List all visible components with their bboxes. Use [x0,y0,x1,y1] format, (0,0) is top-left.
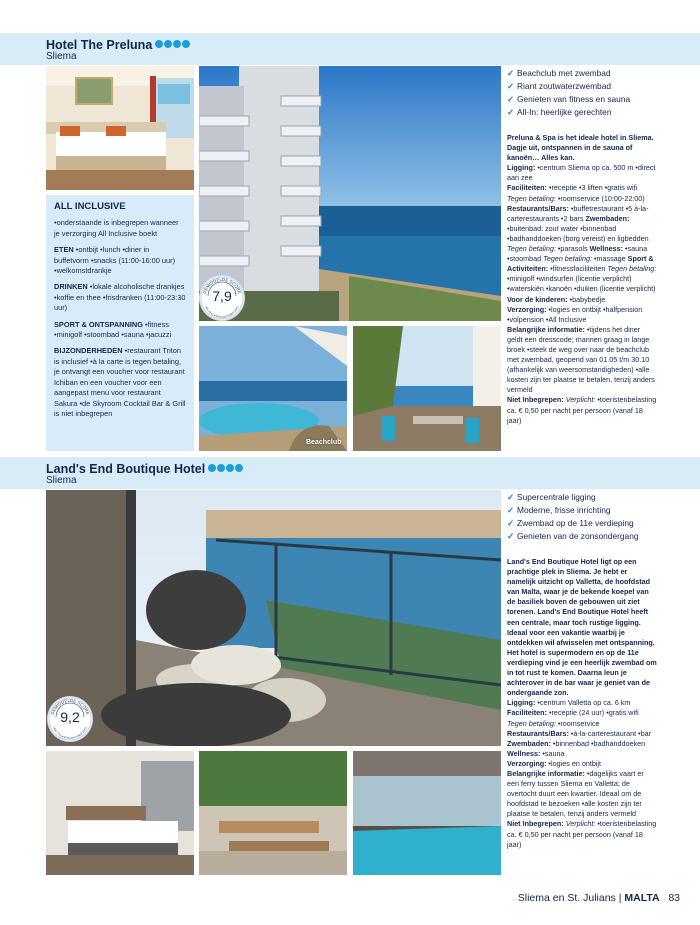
hotel2-restaurant-photo [199,751,347,875]
check-icon: ✓ [507,492,515,502]
all-inclusive-bijzonderheden: BIJZONDERHEDEN •restaurant Triton is inclusief •à la carte is tegen betaling, je ontvangt een voucher voor restaurant Ichiban en een voucher voor een aangepast menu voor restaurant Sakura •de Skyroom Cocktail Bar & Grill is niet inbegrepen [54,346,186,418]
hotel1-highlight: ✓ All-In: heerlijke gerechten [507,107,612,117]
hotel1-score: 7,9 [212,288,232,304]
hotel1-highlight: ✓ Genieten van fitness en sauna [507,94,631,104]
trident-icon [226,464,234,472]
check-icon: ✓ [507,107,515,117]
hotel1-header [0,33,700,65]
footer-country: MALTA [624,892,660,904]
trident-icon [235,464,243,472]
page-footer [518,892,680,904]
hotel1-name: Hotel The Preluna [46,38,153,52]
footer-separator: | [615,892,625,904]
hotel2-location: Sliema [46,475,77,486]
page-number: 83 [668,892,680,904]
hotel2-balcony-photo [46,490,501,746]
beachclub-caption: Beachclub [306,439,342,446]
hotel1-beachclub-photo [199,326,347,451]
hotel-badge-bottom-text: VAN 77 KLANTEN (OKTOBER 2022) [52,726,88,741]
hotel1-description: Preluna & Spa is het ideale hotel in Sliema. Dagje uit, ontspannen in de sauna of kanoën… Alles kan. Ligging: •centrum Sliema op ca. 500 m •direct aan zee Faciliteiten: •receptie •3 liften •gratis wifi Tegen betaling: •roomservice (10:00-22:00) Restaurants/Bars: •buffetrestaurant •5 à-la-carterestaurants •2 bars Zwembaden: •buitenbad: zout water •binnenbad •badhanddoeken (borg vereist) en ligbedden Tegen betaling: •parasols Wellness: •sauna •stoombad Tegen betaling: •massage Sport & Activiteiten: •fitnessfaciliteiten Tegen betaling: •minigolf •windsurfen (licentie verplicht) •waterskiën •kanoën •duiken (licentie verplicht) Voor de kinderen: •babybedje Verzorging: •logies en ontbijt •halfpension •volpension •All Inclusive Belangrijke informatie: •tijdens het diner geldt een dresscode; mannen graag in lange broek •steek de weg over naar de beachclub met zwembad, geopend van 01.05 t/m 30.10 (afhankelijk van weersomstandigheden) •alle kosten zijn ter plaatse te betalen, tenzij anders vermeld Niet Inbegrepen: Verplicht: •toeristenbelasting ca. € 0,50 per nacht per persoon (vanaf 18 jaar) [507,133,657,425]
hotel-badge-top-text: GEMIDDELDE SCORE [49,697,91,716]
hotel2-header [0,457,700,489]
all-inclusive-drinken: DRINKEN •lokale alcoholische drankjes •koffie en thee •frisdranken (11:00-23:30 uur) [54,282,186,313]
hotel1-title[interactable] [46,37,191,52]
hotel1-score-badge [200,276,244,320]
hotel2-score: 9,2 [60,709,80,725]
all-inclusive-intro: •onderstaande is inbegrepen wanneer je verzorging All Inclusive boekt [54,218,179,238]
hotel1-highlights [507,67,630,119]
hotel1-location: Sliema [46,51,77,62]
check-icon: ✓ [507,518,515,528]
trident-icon [164,40,172,48]
check-icon: ✓ [507,94,515,104]
hotel1-highlight: ✓ Riant zoutwaterzwembad [507,81,612,91]
hotel2-highlight: ✓ Genieten van de zonsondergang [507,531,639,541]
footer-region: Sliema en St. Julians [517,892,616,904]
hotel2-score-badge [48,697,92,741]
hotel2-highlight: ✓ Supercentrale ligging [507,492,596,502]
hotel1-rating-icons [155,37,191,51]
hotel2-rating-icons [208,461,244,475]
hotel1-room-photo [46,66,194,190]
hotel2-highlight: ✓ Zwembad op de 11e verdieping [507,518,634,528]
trident-icon [208,464,216,472]
hotel-badge-bottom-text: VAN 48 KLANTEN (OKTOBER 2022) [204,305,240,320]
trident-icon [155,40,163,48]
hotel1-terrace-photo [353,326,501,451]
hotel2-title[interactable] [46,461,244,476]
all-inclusive-eten: ETEN •ontbijt •lunch •diner in buffetvorm •snacks (11:00-16:00 uur) •welkomstdrankje [54,245,176,276]
all-inclusive-sport: SPORT & ONTSPANNING •fitness •minigolf •stoombad •sauna •jacuzzi [54,319,172,340]
hotel2-highlights [507,491,639,543]
hotel2-highlight: ✓ Moderne, frisse inrichting [507,505,611,515]
check-icon: ✓ [507,68,515,78]
trident-icon [217,464,225,472]
all-inclusive-title: ALL INCLUSIVE [54,201,126,212]
all-inclusive-box [46,195,194,451]
trident-icon [182,40,190,48]
hotel-badge-top-text: GEMIDDELDE SCORE [201,276,243,295]
hotel2-bedroom-photo [46,751,194,875]
hotel2-description: Land's End Boutique Hotel ligt op een prachtige plek in Sliema. Je hebt er namelijk uitzicht op Valletta, de hoofdstad van Malta, waar je de bekende koepel van de basiliek boven de gebouwen uit ziet torenen. Land's End Boutique Hotel heeft een centrale, maar toch rustige ligging. Ideaal voor een vakantie waarbij je ontdekken wil afwisselen met ontspanning. Het hotel is supermodern en op de 11e verdieping vind je een heerlijk zwembad om in tot rust te komen. Daarna leun je achterover in de bar waar je geniet van de ondergaande zon. Ligging: •centrum Valletta op ca. 6 km Faciliteiten: •receptie (24 uur) •gratis wifi Tegen betaling: •roomservice Restaurants/Bars: •à-la-carterestaurant •bar Zwembaden: •binnenbad •badhanddoeken Wellness: •sauna Verzorging: •logies en ontbijt Belangrijke informatie: •dagelijks vaart er een ferry tussen Sliema en Valletta; de overtocht duurt een kwartier. Ideaal om de hoofdstad te bezoeken •alle kosten zijn ter plaatse te betalen, tenzij anders vermeld Niet Inbegrepen: Verplicht: •toeristenbelasting ca. € 0,50 per nacht per persoon (vanaf 18 jaar) [507,557,657,849]
hotel2-pool-photo [353,751,501,875]
hotel1-highlight: ✓ Beachclub met zwembad [507,68,611,78]
hotel1-building-photo [199,66,501,321]
check-icon: ✓ [507,505,515,515]
check-icon: ✓ [507,81,515,91]
hotel2-name: Land's End Boutique Hotel [46,462,206,476]
check-icon: ✓ [507,531,515,541]
trident-icon [173,40,181,48]
